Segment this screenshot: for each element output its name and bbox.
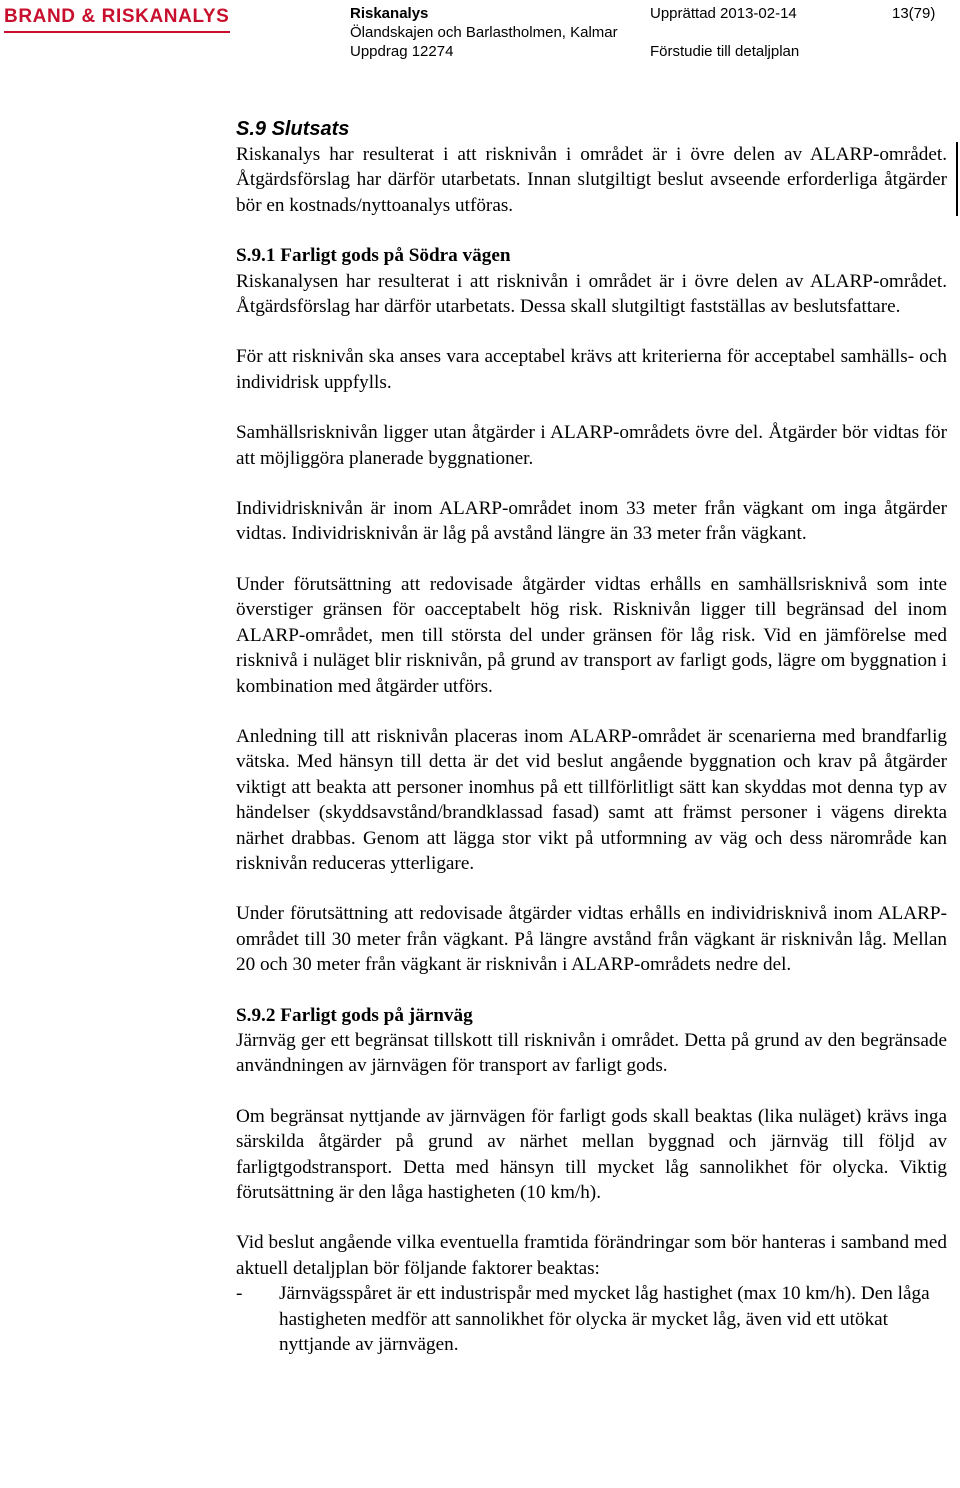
header-location: Ölandskajen och Barlastholmen, Kalmar [350, 24, 618, 41]
list-item [236, 1281, 947, 1357]
header-date-info [650, 4, 799, 61]
logo-underline [4, 31, 230, 33]
section-intro: Riskanalys har resulterat i att risknivån i området är i övre delen av ALARP-området. Åtgärdsförslag har därför utarbetats. Innan slutgiltigt beslut avseende erforderliga åtgärder bör en kostnads/nyttoanalys utföras. [236, 144, 947, 216]
road-paragraph: Anledning till att risknivån placeras inom ALARP-området är scenarierna med brandfarlig vätska. Med hänsyn till detta är det vid beslut angående byggnation och krav på åtgärder viktigt att beakta att personer inomhus på ett tillförlitligt sätt kan skyddas mot denna typ av händelser (skyddsavstånd/brandklassad fasad) samt att främst personer i vägens direkta närhet drabbas. Genom att lägga stor vikt på utformning av väg och dess närområde kan risknivån reduceras ytterligare. [236, 725, 947, 874]
road-paragraph: Samhällsrisknivån ligger utan åtgärder i ALARP-områdets övre del. Åtgärder bör vidtas för att möjliggöra planerade byggnationer. [236, 422, 947, 469]
subsection-title-rail: S.9.2 Farligt gods på järnväg [236, 1004, 473, 1026]
header-phase: Förstudie till detaljplan [650, 43, 800, 60]
list-item-text: Järnvägsspåret är ett industrispår med mycket låg hastighet (max 10 km/h). Den låga hastigheten medför att sannolikhet för olycka är mycket låg, även vid ett utökat nyttjande av järnvägen. [279, 1283, 930, 1356]
list-bullet: - [236, 1283, 243, 1305]
page-header [0, 0, 960, 62]
road-paragraph: Under förutsättning att redovisade åtgärder vidtas erhålls en samhällsrisknivå som inte överstiger gränsen för oacceptabelt hög risk. Risknivån ligger till begränsad del inom ALARP-området, men till största del under gränsen för låg risk. Vid en jämförelse med risknivå i nuläget blir risknivån, på grund av transport av farligt gods, lägre om byggnation i kombination med åtgärder utförs. [236, 573, 947, 697]
header-date: Upprättad 2013-02-14 [650, 5, 797, 22]
road-paragraph: För att risknivån ska anses vara acceptabel krävs att kriterierna för acceptabel samhälls- och individrisk uppfylls. [236, 346, 947, 393]
revision-margin-bar [956, 142, 958, 216]
rail-paragraph: Om begränsat nyttjande av järnvägen för farligt gods skall beaktas (lika nuläget) krävs inga särskilda åtgärder på grund av närhet mellan byggnad och järnväg till följd av farligtgodstransport. Detta med hänsyn till mycket låg sannolikhet för olycka. Viktig förutsättning är den låga hastigheten (10 km/h). [236, 1105, 947, 1203]
road-paragraph: Individrisknivån är inom ALARP-området inom 33 meter från vägkant om inga åtgärder vidtas. Individrisknivån är låg på avstånd längre än 33 meter från vägkant. [236, 498, 947, 545]
rail-paragraph: Vid beslut angående vilka eventuella framtida förändringar som bör hanteras i samband med aktuell detaljplan bör följande faktorer beaktas: [236, 1232, 947, 1279]
company-logo: BRAND & RISKANALYS [4, 6, 230, 27]
road-paragraph: Under förutsättning att redovisade åtgärder vidtas erhålls en individrisknivå inom ALARP-området till 30 meter från vägkant. På längre avstånd från vägkant är risknivån låg. Mellan 20 och 30 meter från vägkant är risknivån i ALARP-områdets nedre del. [236, 903, 947, 976]
header-spacer [650, 23, 799, 42]
document-body [236, 117, 947, 1357]
section-title: S.9 Slutsats [236, 118, 350, 140]
subsection-title-road: S.9.1 Farligt gods på Södra vägen [236, 245, 511, 267]
header-document-type: Riskanalys [350, 5, 429, 22]
factor-list [236, 1281, 947, 1357]
road-paragraph: Riskanalysen har resulterat i att risknivån i området är i övre delen av ALARP-området. Åtgärdsförslag har därför utarbetats. Dessa skall slutgiltigt fastställas av beslutsfattare. [236, 270, 947, 318]
rail-paragraph: Järnväg ger ett begränsat tillskott till risknivån i området. Detta på grund av den begränsade användningen av järnvägen för transport av farligt gods. [236, 1029, 947, 1077]
header-assignment: Uppdrag 12274 [350, 43, 454, 60]
page-number: 13(79) [892, 5, 936, 22]
header-project-info [350, 4, 618, 61]
